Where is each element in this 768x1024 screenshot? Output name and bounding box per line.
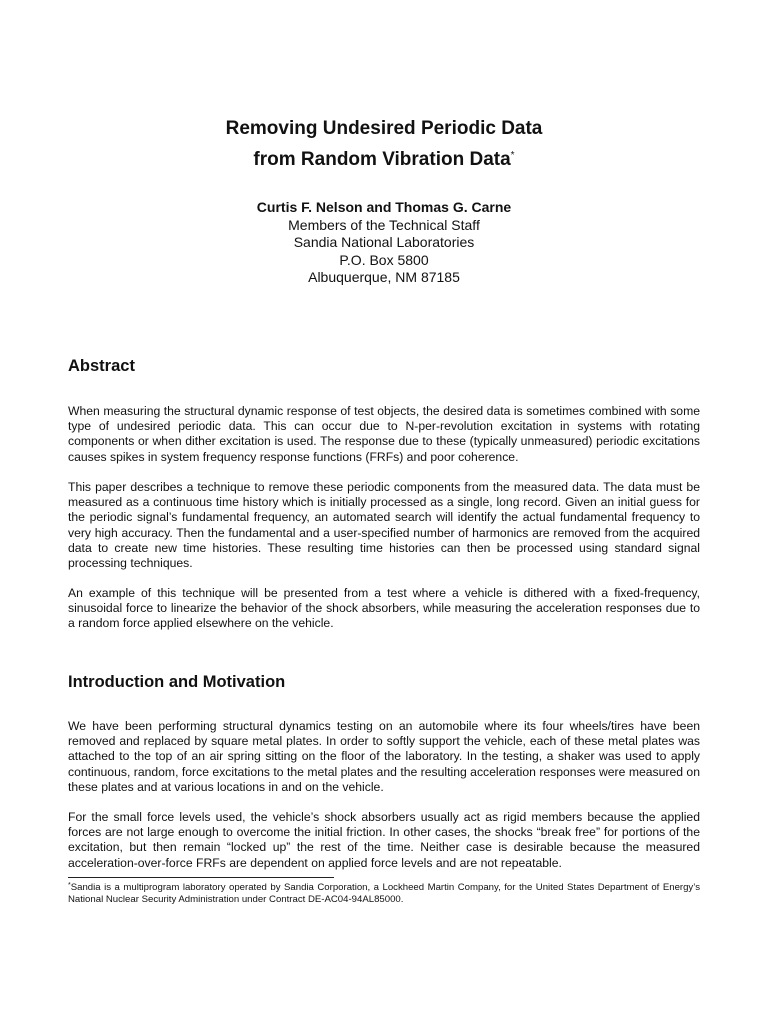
affiliation-line: Sandia National Laboratories: [293, 234, 475, 250]
abstract-paragraph: An example of this technique will be presented from a test where a vehicle is dithered with a fixed-frequency, sinusoidal force to linearize the behavior of the shock absorbers, while measuring the acceleration responses due to a random force applied elsewhere on the vehicle.: [68, 586, 700, 631]
abstract-heading: Abstract: [68, 357, 135, 375]
footnote-text: Sandia is a multiprogram laboratory operated by Sandia Corporation, a Lockheed Martin Company, for the United States Department of Energy’s National Nuclear Security Administration under Contract DE-AC04-94AL85000.: [68, 882, 700, 905]
footnote-marker: *: [68, 882, 71, 889]
author-names: Curtis F. Nelson and Thomas G. Carne: [256, 199, 512, 215]
paper-title-line-2: [0, 142, 768, 173]
affiliation-line: Albuquerque, NM 87185: [308, 269, 460, 285]
author-block: [0, 199, 768, 287]
abstract-paragraph: This paper describes a technique to remove these periodic components from the measured data. The data must be measured as a continuous time history which is initially processed as a single, long record. Given an initial guess for the periodic signal’s fundamental frequency, an automated search will identify the actual fundamental frequency to very high accuracy. Then the fundamental and a user-specified number of harmonics are removed from the acquired data to create new time histories. These resulting time histories can then be processed using standard signal processing techniques.: [68, 480, 700, 571]
title-text-1: Removing Undesired Periodic Data: [225, 118, 543, 139]
introduction-paragraph: For the small force levels used, the vehicle’s shock absorbers usually act as rigid members because the applied forces are not large enough to overcome the initial friction. In other cases, the shocks “break free” for portions of the excitation, but then remain “locked up” the rest of the time. Neither case is desirable because the measured acceleration-over-force FRFs are dependent on applied force levels and are not repeatable.: [68, 810, 700, 870]
footnote-divider: [68, 877, 334, 878]
introduction-heading: Introduction and Motivation: [68, 673, 286, 691]
footnote: [68, 880, 700, 906]
affiliation-line: Members of the Technical Staff: [288, 216, 480, 233]
introduction-paragraph: We have been performing structural dynamics testing on an automobile where its four wheels/tires have been removed and replaced by square metal plates. In order to softly support the vehicle, each of these metal plates was attached to the top of an air spring sitting on the floor of the laboratory. In the testing, a shaker was used to apply continuous, random, force excitations to the metal plates and the resulting acceleration responses were measured on these plates and at various locations in and on the vehicle.: [68, 719, 700, 794]
affiliation-line: P.O. Box 5800: [339, 251, 429, 268]
paper-title-line-1: [0, 115, 768, 142]
title-footnote-marker: *: [510, 150, 515, 161]
title-text-2: from Random Vibration Data: [253, 149, 511, 170]
abstract-paragraph: When measuring the structural dynamic response of test objects, the desired data is sometimes combined with some type of undesired periodic data. This can occur due to N-per-revolution excitation in systems with rotating components or when dither excitation is used. The response due to these (typically unmeasured) periodic excitations causes spikes in system frequency response functions (FRFs) and poor coherence.: [68, 404, 700, 464]
